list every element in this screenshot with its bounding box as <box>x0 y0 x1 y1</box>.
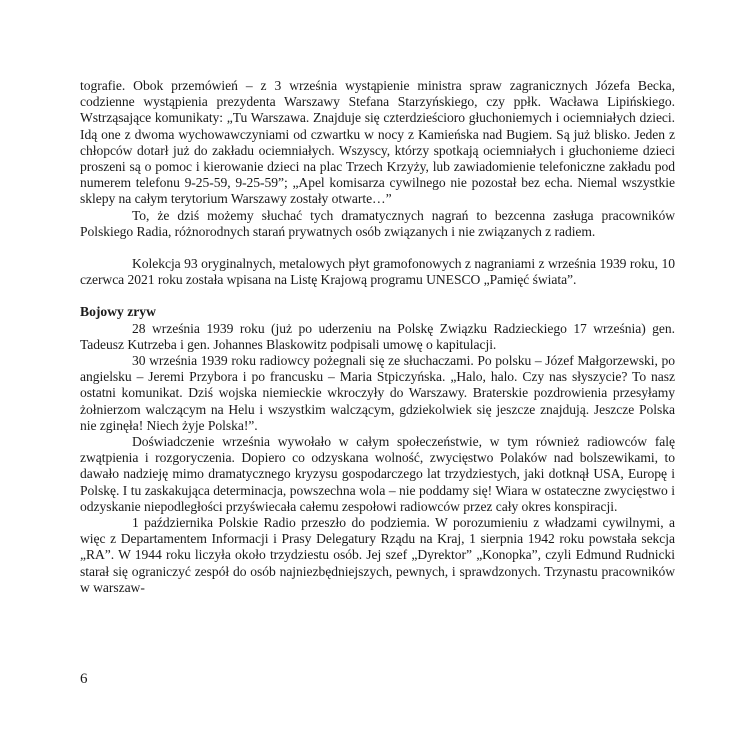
page-number: 6 <box>80 671 88 687</box>
section-heading: Bojowy zryw <box>80 304 156 320</box>
paragraph-recordings: To, że dziś możemy słuchać tych dramatycznych nagrań to bezcenna zasługa pracowników Polskiego Radia, różnorodnych starań prywatnych osób związanych i nie związanych z radiem. <box>80 207 675 239</box>
paragraph-farewell: 30 września 1939 roku radiowcy pożegnali się ze słuchaczami. Po polsku – Józef Małgorzewski, po angielsku – Jeremi Przybora i po francusku – Maria Stpiczyńska. „Halo, halo. Czy nas słyszycie? To nasz ostatni komunikat. Dziś wojska niemieckie wkroczyły do Warszawy. Braterskie pozdrowienia przesyłamy żołnierzom walczącym na Helu i wszystkim walczącym, gdziekolwiek się jeszcze znajdują. Jeszcze Polska nie zginęła! Niech żyje Polska!”. <box>80 353 675 433</box>
paragraph-intro: tografie. Obok przemówień – z 3 września wystąpienie ministra spraw zagranicznych Józefa Becka, codzienne wystąpienia prezydenta Warszawy Stefana Starzyńskiego, czy ppłk. Wacława Lipińskiego. Wstrząsające komunikaty: „Tu Warszawa. Znajduje się czterdzieścioro głuchoniemych i ociemniałych dzieci. Idą one z dwoma wychowawczyniami od czwartku w nocy z Kamieńska nad Bugiem. Są już blisko. Jeden z chłopców dotarł już do zakładu ociemniałych. Wszyscy, którzy spotkają ociemniałych i głuchonieme dzieci proszeni są o pomoc i kierowanie dzieci na plac Trzech Krzyży, lub zawiadomienie telefoniczne zakładu pod numerem telefonu 9-25-59, 9-25-59”; „Apel komisarza cywilnego nie pozostał bez echa. Niemal wszystkie sklepy na całym terytorium Warszawy zostały otwarte…” <box>80 78 675 207</box>
page-body <box>80 78 675 596</box>
paragraph-underground: 1 października Polskie Radio przeszło do podziemia. W porozumieniu z władzami cywilnymi, a więc z Departamentem Informacji i Prasy Delegatury Rządu na Kraj, 1 sierpnia 1942 roku powstała sekcja „RA”. W 1944 roku liczyła około trzydziestu osób. Jej szef „Dyrektor” „Konopka”, czyli Edmund Rudnicki starał się ograniczyć zespół do osób najniezbędniejszych, pewnych, i sprawdzonych. Trzynastu pracowników w warszaw- <box>80 515 675 595</box>
paragraph-experience: Doświadczenie września wywołało w całym społeczeństwie, w tym również radiowców falę zwątpienia i rozgoryczenia. Dopiero co odzyskana wolność, zwycięstwo Polaków nad bolszewikami, to dawało nadzieję mimo dramatycznego kryzysu gospodarczego lat trzydziestych, jaki dotknął USA, Europę i Polskę. I tu zaskakująca determinacja, powszechna wola – nie poddamy się! Wiara w ostateczne zwycięstwo i odzyskanie niepodległości przyświecała całemu zespołowi radiowców przez cały okres konspiracji. <box>80 434 675 514</box>
section-spacer <box>80 288 675 304</box>
paragraph-spacer <box>80 240 675 256</box>
paragraph-unesco: Kolekcja 93 oryginalnych, metalowych płyt gramofonowych z nagraniami z września 1939 roku, 10 czerwca 2021 roku została wpisana na Listę Krajową programu UNESCO „Pamięć świata”. <box>80 256 675 288</box>
paragraph-capitulation: 28 września 1939 roku (już po uderzeniu na Polskę Związku Radzieckiego 17 września) gen. Tadeusz Kutrzeba i gen. Johannes Blaskowitz podpisali umowę o kapitulacji. <box>80 320 675 352</box>
